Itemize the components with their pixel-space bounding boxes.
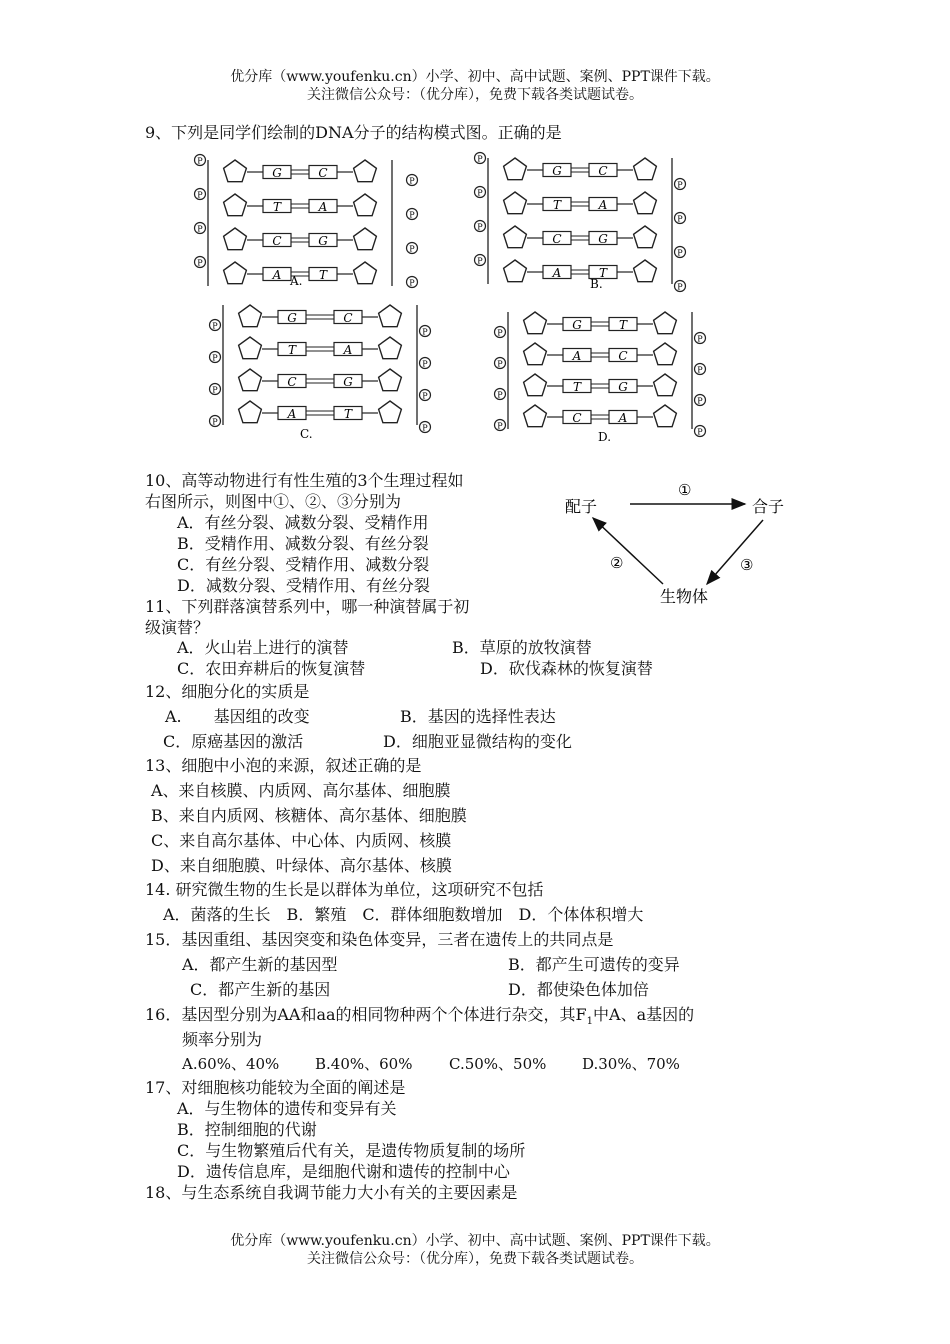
dna-a-left-phosphate-label: P	[197, 190, 203, 200]
q11-option-d: D．砍伐森林的恢复演替	[480, 659, 653, 678]
dna-d-right-phosphate-label: P	[697, 427, 703, 437]
dna-b-left-base-letter: T	[552, 198, 562, 212]
dna-a-left-phosphate-label: P	[197, 156, 203, 166]
dna-d-left-sugar	[524, 343, 547, 365]
step-3-label: ③	[740, 556, 754, 574]
dna-b-left-phosphate-label: P	[477, 222, 483, 232]
q15-option-d: D．都使染色体加倍	[508, 980, 649, 999]
q10-option-c: C．有丝分裂、受精作用、减数分裂	[177, 555, 430, 574]
dna-a-left-phosphate-label: P	[197, 224, 203, 234]
dna-d-left-base-letter: A	[572, 349, 582, 363]
dna-c-left-base-letter: T	[287, 343, 297, 357]
q13-stem: 13、细胞中小泡的来源，叙述正确的是	[145, 756, 422, 775]
zygote-label: 合子	[752, 497, 785, 516]
dna-c-left-sugar	[239, 369, 262, 391]
header-line-1: 优分库（www.youfenku.cn）小学、初中、高中试题、案例、PPT课件下载。	[230, 69, 720, 85]
header-line-2: 关注微信公众号：（优分库），免费下载各类试题试卷。	[307, 87, 643, 103]
dna-a-left-base-letter: C	[272, 234, 282, 248]
dna-b-left-sugar	[504, 226, 527, 248]
dna-d-left-phosphate-label: P	[497, 328, 503, 338]
dna-a-left-sugar	[224, 262, 247, 284]
q13-option-a: A、来自核膜、内质网、高尔基体、细胞膜	[151, 781, 451, 800]
dna-c-label: C.	[300, 427, 313, 441]
dna-a-right-base-letter: G	[318, 234, 328, 248]
dna-a-left-sugar	[224, 228, 247, 250]
arrow-2	[593, 518, 663, 584]
q12-stem: 12、细胞分化的实质是	[145, 682, 310, 701]
dna-c-left-phosphate-label: P	[212, 353, 218, 363]
q10-option-a: A．有丝分裂、减数分裂、受精作用	[177, 513, 429, 532]
q10-stem-1: 10、高等动物进行有性生殖的3个生理过程如	[145, 471, 464, 490]
dna-b-right-phosphate-label: P	[677, 248, 683, 258]
dna-c-left-base-letter: A	[287, 407, 297, 421]
dna-c-left-phosphate-label: P	[212, 321, 218, 331]
dna-d-right-base-letter: A	[618, 411, 628, 425]
dna-d-right-base-letter: T	[618, 318, 628, 332]
q16-stem-post: 中A、a基因的	[593, 1005, 695, 1024]
q12-option-d: D．细胞亚显微结构的变化	[383, 732, 572, 751]
dna-b-right-base-letter: T	[598, 266, 608, 280]
q13-option-c: C、来自高尔基体、中心体、内质网、核膜	[151, 831, 452, 850]
dna-d-right-phosphate-label: P	[697, 396, 703, 406]
q17-option-b: B．控制细胞的代谢	[177, 1120, 317, 1139]
dna-b-left-sugar	[504, 158, 527, 180]
dna-d-left-sugar	[524, 374, 547, 396]
dna-c-right-sugar	[379, 401, 402, 423]
q9-stem: 9、下列是同学们绘制的DNA分子的结构模式图。正确的是	[145, 123, 562, 142]
q15-option-a: A．都产生新的基因型	[182, 955, 338, 974]
q16-stem-2: 频率分别为	[182, 1030, 263, 1049]
dna-d-right-sugar	[654, 405, 677, 427]
q10-cycle-figure	[555, 478, 795, 608]
q13-option-d: D、来自细胞膜、叶绿体、高尔基体、核膜	[151, 856, 452, 875]
dna-c-left-base-letter: C	[287, 375, 297, 389]
dna-d-left-sugar	[524, 405, 547, 427]
q18-stem: 18、与生态系统自我调节能力大小有关的主要因素是	[145, 1183, 518, 1202]
q12-option-a: A. 基因组的改变	[165, 707, 310, 726]
q16-stem	[145, 1004, 694, 1032]
q11-option-c: C．农田弃耕后的恢复演替	[177, 659, 366, 678]
q10-stem-2: 右图所示，则图中①、②、③分别为	[145, 492, 402, 511]
dna-d-left-base-letter: T	[572, 380, 582, 394]
dna-b-left-phosphate-label: P	[477, 154, 483, 164]
q9-dna-diagrams	[0, 145, 950, 485]
dna-a-right-sugar	[354, 228, 377, 250]
dna-d-left-phosphate-label: P	[497, 359, 503, 369]
dna-b-right-sugar	[634, 226, 657, 248]
dna-b-right-sugar	[634, 192, 657, 214]
dna-a-right-base-letter: T	[318, 268, 328, 282]
dna-b-right-base-letter: G	[598, 232, 608, 246]
step-1-label: ①	[678, 481, 692, 499]
q17-stem: 17、对细胞核功能较为全面的阐述是	[145, 1078, 406, 1097]
q15-stem: 15．基因重组、基因突变和染色体变异，三者在遗传上的共同点是	[145, 930, 614, 949]
q11-stem-2: 级演替？	[145, 618, 210, 637]
dna-a-left-sugar	[224, 194, 247, 216]
dna-a-left-base-letter: G	[272, 166, 282, 180]
dna-c-left-sugar	[239, 401, 262, 423]
q11-option-a: A．火山岩上进行的演替	[177, 638, 349, 657]
dna-d-right-phosphate-label: P	[697, 365, 703, 375]
dna-b-right-sugar	[634, 260, 657, 282]
dna-d-left-phosphate-label: P	[497, 390, 503, 400]
dna-d-left-phosphate-label: P	[497, 421, 503, 431]
dna-c-left-phosphate-label: P	[212, 417, 218, 427]
dna-c-right-phosphate-label: P	[422, 359, 428, 369]
dna-b-left-base-letter: G	[552, 164, 562, 178]
dna-a-right-base-letter: A	[318, 200, 328, 214]
dna-a-right-phosphate-label: P	[409, 278, 415, 288]
dna-b-left-sugar	[504, 192, 527, 214]
q16-option-d: D.30%、70%	[582, 1055, 680, 1073]
dna-d-right-base-letter: C	[618, 349, 628, 363]
dna-d-left-sugar	[524, 312, 547, 334]
dna-b-left-sugar	[504, 260, 527, 282]
q16-option-c: C.50%、50%	[449, 1055, 547, 1073]
q14-options: A．菌落的生长 B．繁殖 C．群体细胞数增加 D．个体体积增大	[163, 905, 644, 924]
dna-b-label: B.	[590, 277, 603, 291]
dna-a-left-phosphate-label: P	[197, 258, 203, 268]
q13-option-b: B、来自内质网、核糖体、高尔基体、细胞膜	[151, 806, 467, 825]
dna-d-right-sugar	[654, 312, 677, 334]
dna-c-right-base-letter: C	[343, 311, 353, 325]
dna-b-right-phosphate-label: P	[677, 180, 683, 190]
footer-line-1: 优分库（www.youfenku.cn）小学、初中、高中试题、案例、PPT课件下载。	[230, 1233, 720, 1249]
dna-a-right-phosphate-label: P	[409, 244, 415, 254]
dna-a-right-sugar	[354, 194, 377, 216]
q10-option-d: D．减数分裂、受精作用、有丝分裂	[177, 576, 430, 595]
footer-line-2: 关注微信公众号：（优分库），免费下载各类试题试卷。	[307, 1251, 643, 1267]
dna-d-right-sugar	[654, 374, 677, 396]
dna-d-right-phosphate-label: P	[697, 334, 703, 344]
q16-option-a: A.60%、40%	[182, 1055, 280, 1073]
dna-c-right-base-letter: G	[343, 375, 353, 389]
dna-d-left-base-letter: G	[572, 318, 582, 332]
dna-b-right-base-letter: A	[598, 198, 608, 212]
dna-c-right-base-letter: T	[343, 407, 353, 421]
dna-a-left-sugar	[224, 160, 247, 182]
dna-a-right-sugar	[354, 160, 377, 182]
dna-d-right-sugar	[654, 343, 677, 365]
q10-option-b: B．受精作用、减数分裂、有丝分裂	[177, 534, 429, 553]
dna-c-right-sugar	[379, 305, 402, 327]
q16-stem-pre: 16．基因型分别为AA和aa的相同物种两个个体进行杂交，其F	[145, 1005, 587, 1024]
dna-b-right-base-letter: C	[598, 164, 608, 178]
dna-b-left-base-letter: A	[552, 266, 562, 280]
q17-option-c: C．与生物繁殖后代有关，是遗传物质复制的场所	[177, 1141, 526, 1160]
q12-option-b: B．基因的选择性表达	[400, 707, 556, 726]
dna-b-left-phosphate-label: P	[477, 188, 483, 198]
arrow-3	[707, 520, 763, 584]
dna-c-right-phosphate-label: P	[422, 423, 428, 433]
q17-option-a: A．与生物体的遗传和变异有关	[177, 1099, 397, 1118]
dna-d-right-base-letter: G	[618, 380, 628, 394]
dna-c-left-base-letter: G	[287, 311, 297, 325]
dna-c-left-sugar	[239, 337, 262, 359]
dna-d-left-base-letter: C	[572, 411, 582, 425]
dna-a-right-base-letter: C	[318, 166, 328, 180]
dna-b-left-phosphate-label: P	[477, 256, 483, 266]
dna-c-right-base-letter: A	[343, 343, 353, 357]
dna-c-right-sugar	[379, 337, 402, 359]
q11-option-b: B．草原的放牧演替	[452, 638, 592, 657]
q14-stem: 14. 研究微生物的生长是以群体为单位，这项研究不包括	[145, 880, 544, 899]
dna-b-right-phosphate-label: P	[677, 214, 683, 224]
gamete-label: 配子	[565, 497, 598, 516]
q16-option-b: B.40%、60%	[315, 1055, 413, 1073]
dna-c-left-phosphate-label: P	[212, 385, 218, 395]
dna-a-label: A.	[290, 274, 303, 288]
dna-a-right-phosphate-label: P	[409, 176, 415, 186]
dna-b-left-base-letter: C	[552, 232, 562, 246]
step-2-label: ②	[610, 554, 624, 572]
dna-c-right-sugar	[379, 369, 402, 391]
organism-label: 生物体	[660, 587, 709, 606]
dna-a-right-phosphate-label: P	[409, 210, 415, 220]
dna-d-label: D.	[598, 430, 612, 444]
dna-b-right-sugar	[634, 158, 657, 180]
dna-a-right-sugar	[354, 262, 377, 284]
q15-option-c: C．都产生新的基因	[190, 980, 331, 999]
q17-option-d: D．遗传信息库，是细胞代谢和遗传的控制中心	[177, 1162, 510, 1181]
dna-c-left-sugar	[239, 305, 262, 327]
dna-a-left-base-letter: A	[272, 268, 282, 282]
dna-c-right-phosphate-label: P	[422, 391, 428, 401]
dna-a-left-base-letter: T	[272, 200, 282, 214]
dna-c-right-phosphate-label: P	[422, 327, 428, 337]
q11-stem-1: 11、下列群落演替系列中，哪一种演替属于初	[145, 597, 470, 616]
dna-b-right-phosphate-label: P	[677, 282, 683, 292]
q15-option-b: B．都产生可遗传的变异	[508, 955, 680, 974]
q16-stem-subscript: 1	[586, 1016, 594, 1028]
q12-option-c: C．原癌基因的激活	[163, 732, 304, 751]
